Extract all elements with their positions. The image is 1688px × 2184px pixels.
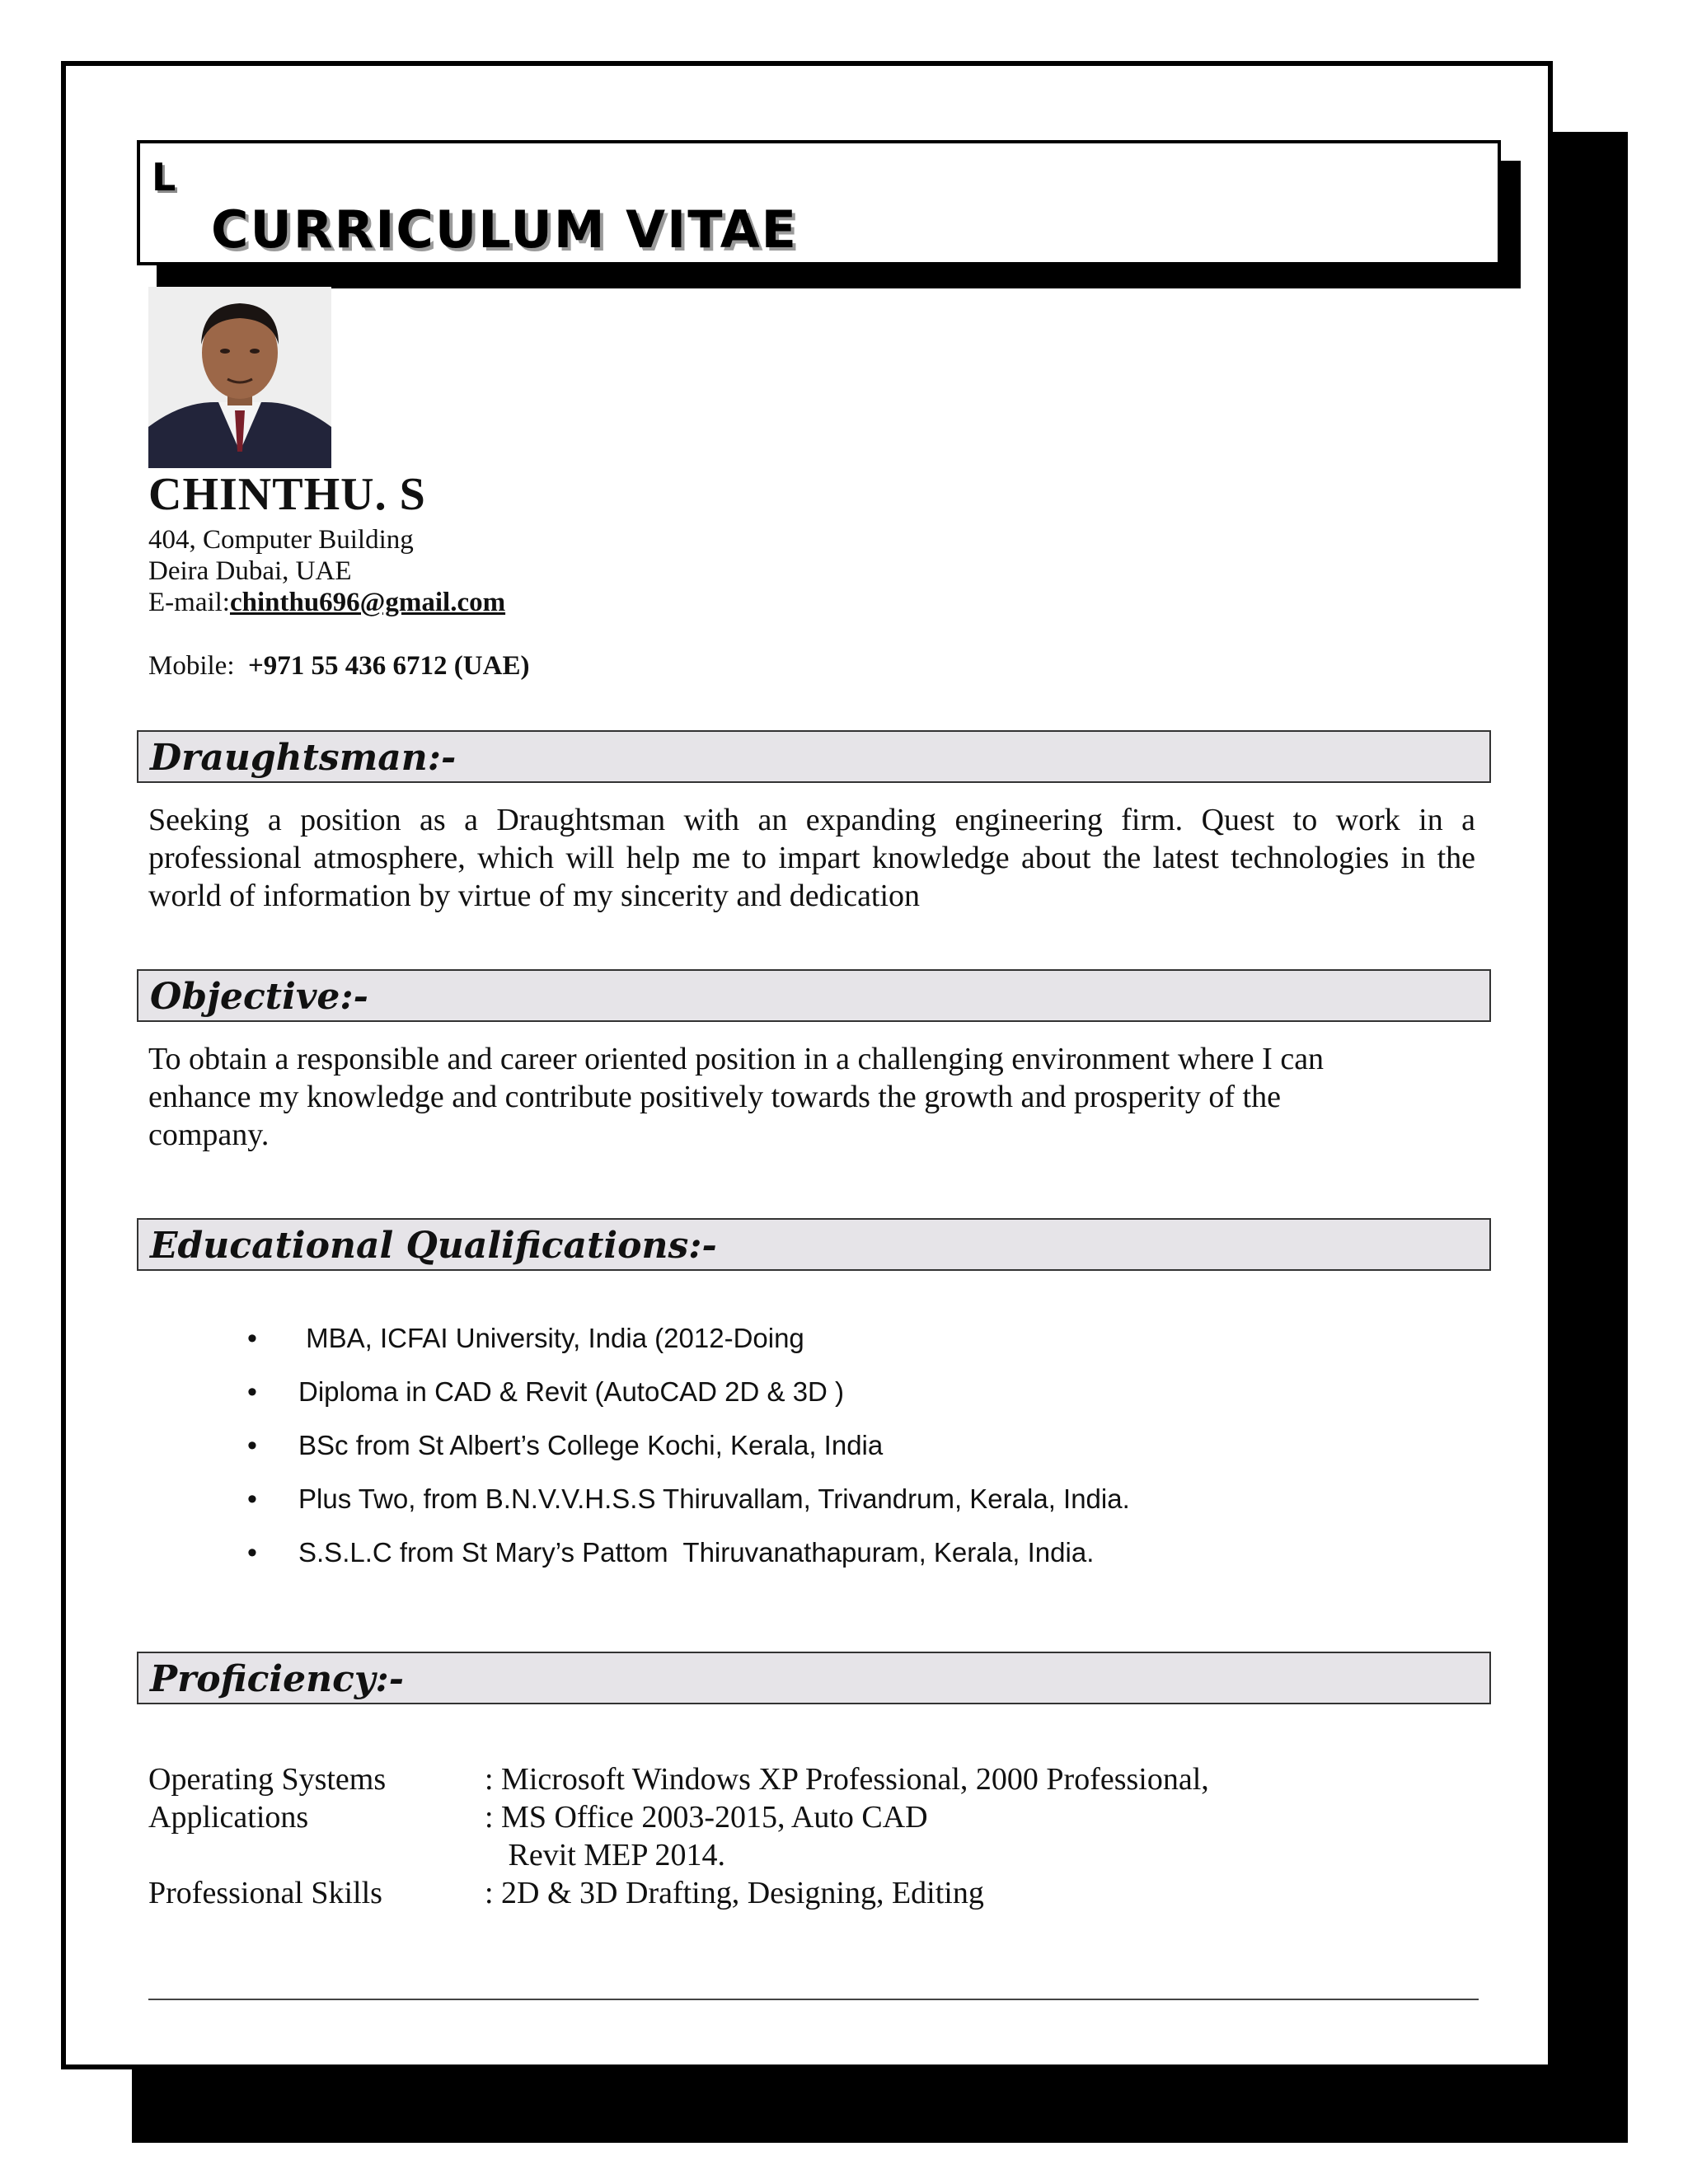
- education-item: • Plus Two, from B.N.V.V.H.S.S Thiruvallam, Trivandrum, Kerala, India.: [247, 1479, 1130, 1533]
- objective-paragraph: [148, 1040, 1475, 1154]
- title-box: [137, 140, 1501, 265]
- education-item: • BSc from St Albert’s College Kochi, Kerala, India: [247, 1426, 1130, 1479]
- education-item: • Diploma in CAD & Revit (AutoCAD 2D & 3D ): [247, 1372, 1130, 1426]
- section-heading-draughtsman: [137, 730, 1491, 783]
- proficiency-label: Operating Systems: [148, 1762, 387, 1797]
- education-list: [247, 1319, 1130, 1586]
- section-heading-text: Objective:-: [150, 976, 368, 1018]
- email-line: [148, 587, 505, 618]
- address-line-1: 404, Computer Building: [148, 525, 414, 555]
- objective-line-1: To obtain a responsible and career oriented position in a challenging environment where I can: [148, 1042, 1325, 1076]
- mobile-number: +971 55 436 6712 (UAE): [248, 651, 530, 681]
- proficiency-value: : MS Office 2003-2015, Auto CAD: [485, 1800, 928, 1835]
- section-heading-objective: [137, 969, 1491, 1022]
- objective-line-2: enhance my knowledge and contribute positively towards the growth and prosperity of the: [148, 1080, 1281, 1114]
- page-title: CURRICULUM VITAE: [211, 199, 799, 260]
- section-heading-education: [137, 1218, 1491, 1271]
- section-heading-proficiency: [137, 1652, 1491, 1704]
- proficiency-value: : 2D & 3D Drafting, Designing, Editing: [485, 1876, 984, 1910]
- candidate-name: CHINTHU. S: [148, 469, 426, 520]
- proficiency-label: Applications: [148, 1800, 309, 1835]
- education-item: • MBA, ICFAI University, India (2012-Doing: [247, 1319, 1130, 1372]
- profile-photo: [148, 287, 331, 468]
- proficiency-value: Revit MEP 2014.: [485, 1838, 726, 1872]
- education-item: • S.S.L.C from St Mary’s Pattom Thiruvanathapuram, Kerala, India.: [247, 1533, 1130, 1586]
- objective-line-3: company.: [148, 1118, 270, 1152]
- email-link[interactable]: chinthu696@gmail.com: [229, 588, 506, 617]
- proficiency-value: : Microsoft Windows XP Professional, 2000 Professional,: [485, 1762, 1209, 1797]
- profile-photo-image: [148, 287, 331, 468]
- section-heading-text: Proficiency:-: [150, 1658, 404, 1700]
- draughtsman-paragraph: Seeking a position as a Draughtsman with an expanding engineering firm. Quest to work in a professional atmosphere, which will help me to impart knowledge about the latest technologies in the world of information by virtue of my sincerity and dedication: [148, 803, 1475, 913]
- section-heading-text: Draughtsman:-: [150, 737, 457, 779]
- address-line-2: Deira Dubai, UAE: [148, 556, 352, 586]
- proficiency-label: Professional Skills: [148, 1876, 382, 1910]
- footer-divider: [148, 1999, 1479, 2000]
- title-letter: L: [152, 155, 176, 199]
- section-heading-text: Educational Qualifications:-: [150, 1225, 717, 1267]
- mobile-line: [148, 651, 529, 682]
- email-label: E-mail:: [148, 588, 230, 617]
- mobile-label: Mobile:: [148, 651, 248, 681]
